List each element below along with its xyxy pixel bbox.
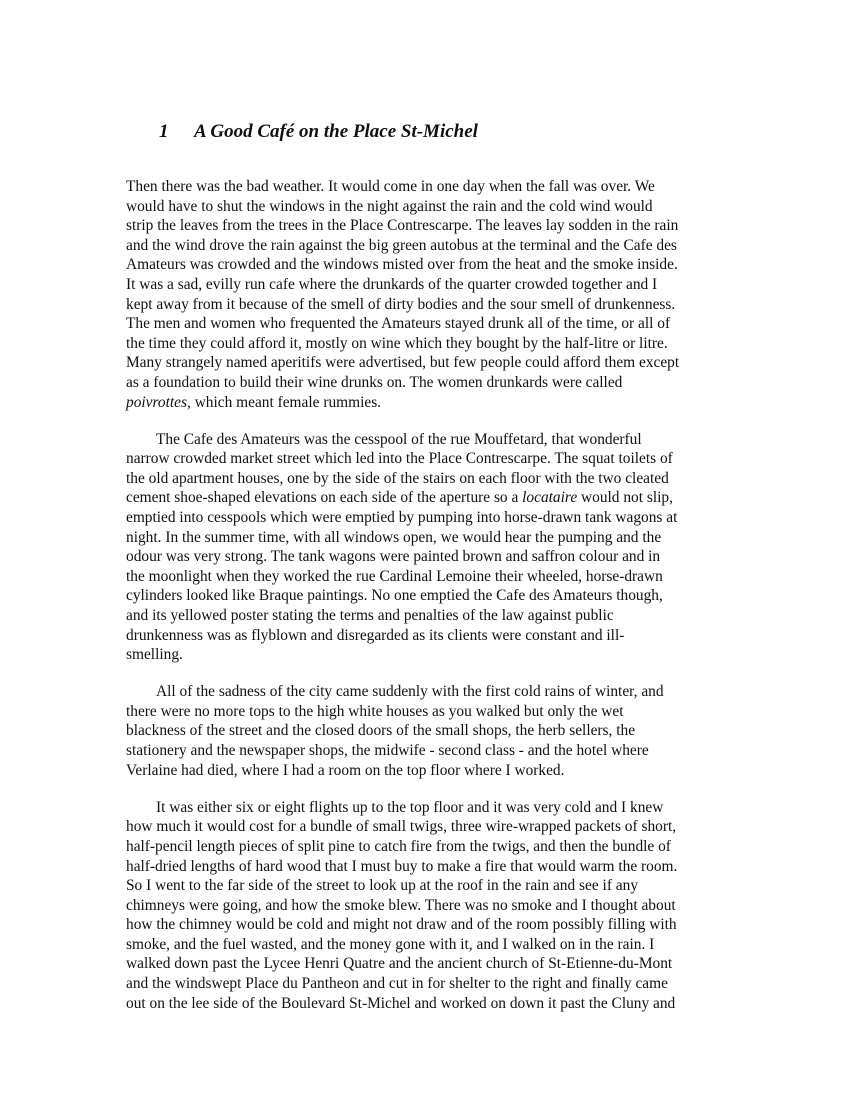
text-segment: and the windswept Place du Pantheon and cut in for shelter to the right and finally came: [126, 975, 668, 993]
text-line: [126, 586, 742, 606]
text-line: [126, 393, 742, 413]
text-line: [126, 449, 742, 469]
text-line: [126, 876, 742, 896]
text-segment: All of the sadness of the city came suddenly with the first cold rains of winter, and: [156, 683, 664, 701]
text-line: [126, 373, 742, 393]
text-line: [126, 798, 742, 818]
text-line: [126, 528, 742, 548]
italic-text: locataire: [522, 489, 578, 507]
text-segment: Amateurs was crowded and the windows misted over from the heat and the smoke inside.: [126, 256, 678, 274]
text-line: [126, 994, 742, 1014]
text-line: [126, 177, 742, 197]
text-line: [126, 567, 742, 587]
text-segment: It was either six or eight flights up to the top floor and it was very cold and I knew: [156, 798, 664, 816]
text-segment: how much it would cost for a bundle of small twigs, three wire-wrapped packets of short,: [126, 818, 677, 836]
text-segment: The men and women who frequented the Amateurs stayed drunk all of the time, or all of: [126, 315, 671, 333]
text-segment: drunkenness was as flyblown and disregarded as its clients were constant and ill-: [126, 626, 625, 644]
text-segment: half-pencil length pieces of split pine to catch fire from the twigs, and then the bundle of: [126, 837, 671, 855]
text-line: [126, 645, 742, 665]
text-line: [126, 837, 742, 857]
text-segment: Verlaine had died, where I had a room on the top floor where I worked.: [126, 761, 565, 779]
text-segment: It was a sad, evilly run cafe where the drunkards of the quarter crowded together and I: [126, 275, 658, 293]
text-segment: walked down past the Lycee Henri Quatre and the ancient church of St-Etienne-du-Mont: [126, 955, 673, 973]
text-segment: as a foundation to build their wine drunks on. The women drunkards were called: [126, 373, 623, 391]
text-segment: the moonlight when they worked the rue Cardinal Lemoine their wheeled, horse-drawn: [126, 567, 663, 585]
text-line: [126, 469, 742, 489]
text-line: [126, 935, 742, 955]
text-segment: and its yellowed poster stating the terms and penalties of the law against public: [126, 606, 614, 624]
text-segment: narrow crowded market street which led into the Place Contrescarpe. The squat toilets of: [126, 450, 673, 468]
text-segment: smelling.: [126, 646, 183, 664]
text-segment: chimneys were going, and how the smoke blew. There was no smoke and I thought about: [126, 896, 676, 914]
text-line: [126, 626, 742, 646]
text-segment: The Cafe des Amateurs was the cesspool of the rue Mouffetard, that wonderful: [156, 430, 642, 448]
text-line: [126, 721, 742, 741]
text-line: [126, 702, 742, 722]
body-text: [126, 177, 742, 1013]
text-line: [126, 508, 742, 528]
text-segment: Many strangely named aperitifs were advertised, but few people could afford them except: [126, 354, 680, 372]
text-segment: night. In the summer time, with all windows open, we would hear the pumping and the: [126, 528, 662, 546]
text-line: [126, 236, 742, 256]
text-segment: would have to shut the windows in the night against the rain and the cold wind would: [126, 197, 653, 215]
text-line: [126, 488, 742, 508]
text-segment: the time they could afford it, mostly on wine which they bought by the half-litre or litre.: [126, 334, 668, 352]
chapter-number: 1: [159, 121, 169, 142]
text-line: [126, 255, 742, 275]
text-segment: and the wind drove the rain against the big green autobus at the terminal and the Cafe des: [126, 236, 677, 254]
text-segment: cylinders looked like Braque paintings. No one emptied the Cafe des Amateurs though,: [126, 587, 663, 605]
text-segment: blackness of the street and the closed doors of the small shops, the herb sellers, the: [126, 722, 636, 740]
text-line: [126, 216, 742, 236]
text-line: [126, 974, 742, 994]
text-segment: odour was very strong. The tank wagons were painted brown and saffron colour and in: [126, 548, 661, 566]
paragraph: [126, 798, 742, 1014]
text-segment: So I went to the far side of the street to look up at the roof in the rain and see if any: [126, 877, 639, 895]
text-line: [126, 896, 742, 916]
paragraph: [126, 177, 742, 412]
text-line: [126, 275, 742, 295]
chapter-title: A Good Café on the Place St-Michel: [194, 121, 478, 142]
text-line: [126, 197, 742, 217]
text-segment: out on the lee side of the Boulevard St-Michel and worked on down it past the Cluny and: [126, 994, 676, 1012]
text-line: [126, 353, 742, 373]
text-segment: there were no more tops to the high white houses as you walked but only the wet: [126, 702, 624, 720]
text-line: [126, 761, 742, 781]
text-segment: the old apartment houses, one by the side of the stairs on each floor with the two cleated: [126, 469, 669, 487]
text-segment: which meant female rummies.: [190, 393, 382, 411]
text-line: [126, 334, 742, 354]
text-line: [126, 314, 742, 334]
page-body: [126, 118, 742, 1031]
text-line: [126, 430, 742, 450]
text-segment: strip the leaves from the trees in the Place Contrescarpe. The leaves lay sodden in the rain: [126, 217, 679, 235]
text-segment: Then there was the bad weather. It would come in one day when the fall was over. We: [126, 178, 655, 195]
paragraph: [126, 430, 742, 665]
text-line: [126, 915, 742, 935]
text-line: [126, 954, 742, 974]
text-line: [126, 547, 742, 567]
text-line: [126, 295, 742, 315]
text-line: [126, 606, 742, 626]
text-segment: emptied into cesspools which were emptied by pumping into horse-drawn tank wagons at: [126, 509, 678, 526]
italic-text: poivrottes,: [126, 393, 191, 411]
text-segment: would not slip,: [577, 489, 673, 507]
text-line: [126, 817, 742, 837]
text-segment: cement shoe-shaped elevations on each side of the aperture so a: [126, 489, 523, 507]
text-segment: half-dried lengths of hard wood that I must buy to make a fire that would warm the room.: [126, 857, 678, 875]
text-line: [126, 741, 742, 761]
text-segment: smoke, and the fuel wasted, and the money gone with it, and I walked on in the rain. I: [126, 935, 655, 953]
text-line: [126, 857, 742, 877]
chapter-heading: [126, 118, 742, 146]
text-line: [126, 682, 742, 702]
text-segment: kept away from it because of the smell of dirty bodies and the sour smell of drunkenness.: [126, 295, 676, 313]
paragraph: [126, 682, 742, 780]
text-segment: how the chimney would be cold and might not draw and of the room possibly filling with: [126, 916, 677, 934]
text-segment: stationery and the newspaper shops, the midwife - second class - and the hotel where: [126, 742, 649, 760]
